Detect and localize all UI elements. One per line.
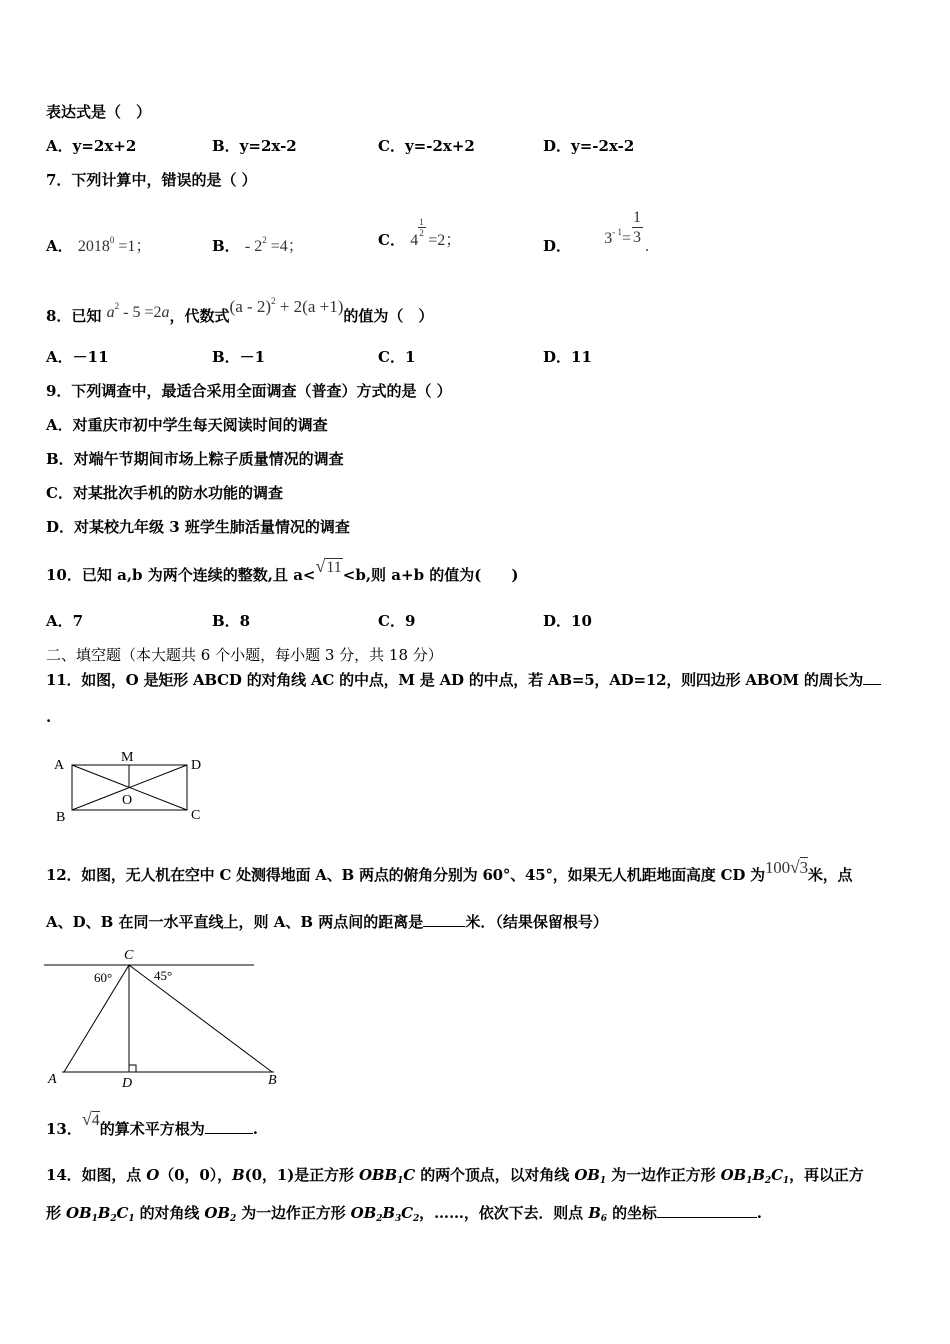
q9-option-c: C．对某批次手机的防水功能的调查 [46,484,283,502]
q12-angle-45: 45° [154,968,173,983]
q11-label-b: B [56,810,66,825]
q10-option-a: A．7 [46,612,84,630]
q10-option-b: B．8 [212,612,251,630]
q9-option-a: A．对重庆市初中学生每天阅读时间的调查 [46,416,328,434]
q11-stem: 11．如图，O 是矩形 ABCD 的对角线 AC 的中点，M 是 AD 的中点，若 AB=5，AD=12，则四边形 ABOM 的周长为 [46,670,881,690]
q12-label-b: B [268,1073,277,1088]
q12-stem-line2: A、D、B 在同一水平直线上，则 A、B 两点间的距离是 米．（结果保留根号） [46,913,608,931]
q11-label-d: D [191,758,202,773]
q6-stem: 表达式是（ ） [46,103,152,121]
q12-label-a: A [48,1072,57,1087]
q9-option-d: D．对某校九年级 3 班学生肺活量情况的调查 [46,518,350,536]
q8-option-d: D．11 [543,348,592,366]
q9-stem: 9．下列调查中，最适合采用全面调查（普查）方式的是（ ） [46,382,452,400]
q11-label-a: A [54,758,65,773]
q7-option-c: C． 4 $\frac{1}{2}$ =2； [378,217,462,249]
q12-label-d: D [122,1076,133,1090]
q7-option-d: D． $3^{- 1}=$ $\frac{1}{3}$ . [543,209,650,255]
q11-rectangle-figure [50,745,215,827]
q11-label-o: O [122,793,133,808]
q8-option-a: A．－11 [46,348,109,366]
q14-stem-line1: 14．如图，点 O（0，0），B(0，1)是正方形 $OBB_1C$ 的两个顶点，以对角线 $OB_1$ 为一边作正方形 $OB_1B_2C_1$，再以正方 [46,1166,864,1186]
q12-triangle-figure [44,945,284,1090]
q11-tail: . [46,708,52,726]
q12-label-c: C [124,948,134,963]
q8-option-b: B．－1 [212,348,266,366]
q10-option-c: C．9 [378,612,416,630]
q7-option-a: A． 2018$^0$ =1； [46,235,152,255]
q7-option-b: B． - $2^2 =4$； [212,235,304,255]
q12-stem-line1: 12．如图，无人机在空中 C 处测得地面 A、B 两点的俯角分别为 60°、45°，如果无人机距地面高度 CD 为100√3米，点 [46,857,853,884]
q7-stem: 7．下列计算中，错误的是（ ） [46,171,257,189]
q8-stem: 8．已知 $a^2 - 5 =2a$，代数式(a - 2)$^2$ + 2(a +1)的值为（ ） [46,296,434,325]
q11-label-m: M [121,750,134,765]
q13-stem: 13．√4的算术平方根为 . [46,1109,259,1138]
q8-option-c: C．1 [378,348,416,366]
section-title: 二、填空题（本大题共 6 个小题，每小题 3 分，共 18 分） [46,646,443,664]
q9-option-b: B．对端午节期间市场上粽子质量情况的调查 [46,450,344,468]
q11-label-c: C [191,808,201,823]
q10-stem: 10．已知 a,b 为两个连续的整数,且 a<√11<b,则 a+b 的值为( ) [46,556,519,584]
q6-option-b: B．y=2x-2 [212,137,297,155]
q14-stem-line2: 形 $OB_1B_2C_1$ 的对角线 $OB_2$ 为一边作正方形 $OB_2B_3C_2$，……，依次下去．则点 $B_6$ 的坐标 . [46,1204,762,1224]
q6-option-c: C．y=-2x+2 [378,137,475,155]
q6-option-a: A．y=2x+2 [46,137,137,155]
q10-option-d: D．10 [543,612,592,630]
q6-option-d: D．y=-2x-2 [543,137,635,155]
q12-angle-60: 60° [94,970,113,985]
